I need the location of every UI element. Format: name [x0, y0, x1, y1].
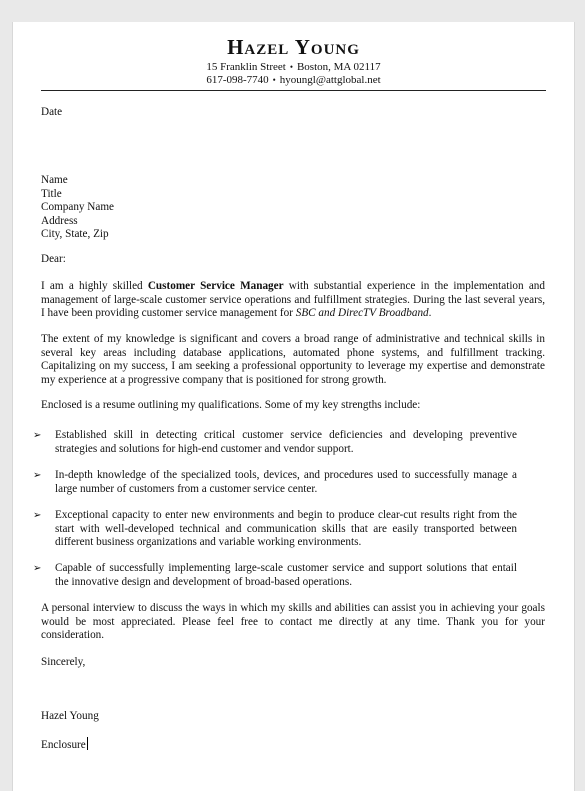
separator-dot: • — [272, 75, 276, 85]
paragraph-intro — [41, 280, 545, 321]
separator-dot: • — [289, 62, 293, 72]
recipient-address: Address — [41, 214, 78, 227]
recipient-block — [41, 174, 545, 242]
recipient-city-state-zip: City, State, Zip — [41, 228, 109, 240]
text-cursor — [87, 737, 89, 750]
arrow-bullet-icon: ➢ — [33, 563, 42, 574]
arrow-bullet-icon: ➢ — [33, 510, 42, 521]
enclosure-line[interactable] — [41, 737, 545, 753]
intro-text-middle: with substantial experience in the implementation and management of large-scale customer service operations and fulfillment strategies. During the last several years, I have been providing customer service management for — [41, 280, 545, 319]
letterhead-name: Hazel Young — [227, 35, 360, 59]
street-address: 15 Franklin Street — [206, 61, 286, 73]
letter-date: Date — [41, 106, 63, 118]
list-item-text: Capable of successfully implementing large-scale customer service and support solutions that entail the innovative design and development of broad-based operations. — [55, 562, 517, 588]
paragraph-closing: A personal interview to discuss the ways in which my skills and abilities can assist you in achieving your goals would be most appreciated. Please feel free to contact me directly at any time. Thank you for your consideration. — [41, 602, 545, 641]
intro-text-start: I am a highly skilled — [41, 280, 148, 292]
enclosure-text: Enclosure — [41, 739, 86, 751]
paragraph-enclosed: Enclosed is a resume outlining my qualifications. Some of my key strengths include: — [41, 399, 421, 411]
paragraph-knowledge: The extent of my knowledge is significant and covers a broad range of administrative and technical skills in several key areas including database applications, automated phone systems, and fulfillment tracking. Capitalizing on my success, I am seeking a professional opportunity to leverage my expertise and demonstrate my experience at a progressive company that is positioned for strong growth. — [41, 333, 545, 386]
list-item-text: Exceptional capacity to enter new environments and begin to produce clear-cut results right from the start with well-developed technical and communication skills that are easily transported between different business organizations and variable working environments. — [55, 509, 517, 548]
recipient-title: Title — [41, 187, 62, 200]
arrow-bullet-icon: ➢ — [33, 430, 42, 441]
signer-name: Hazel Young — [41, 710, 99, 722]
recipient-name: Name — [41, 174, 68, 186]
salutation: Dear: — [41, 253, 66, 265]
letterhead-divider — [41, 90, 546, 91]
intro-text-end: . — [428, 307, 432, 319]
recipient-company: Company Name — [41, 201, 115, 213]
arrow-bullet-icon: ➢ — [33, 470, 42, 481]
letterhead-address — [13, 61, 574, 74]
list-item-text: Established skill in detecting critical customer service deficiencies and developing preventive strategies and solutions for high-end customer and vendor support. — [55, 429, 517, 455]
job-title-bold: Customer Service Manager — [147, 280, 284, 292]
letter-page — [12, 22, 575, 791]
company-italic: SBC and DirecTV Broadband — [295, 307, 429, 319]
letterhead-contact — [13, 74, 574, 87]
closing-sincerely: Sincerely, — [41, 656, 86, 668]
list-item-text: In-depth knowledge of the specialized tools, devices, and procedures used to successfully manage a large number of customers from a customer service center. — [55, 469, 517, 495]
city-state-zip: Boston, MA 02117 — [296, 61, 381, 73]
phone-number: 617-098-7740 — [206, 74, 269, 86]
email-link[interactable]: hyoungl@attglobal.net — [279, 74, 381, 86]
